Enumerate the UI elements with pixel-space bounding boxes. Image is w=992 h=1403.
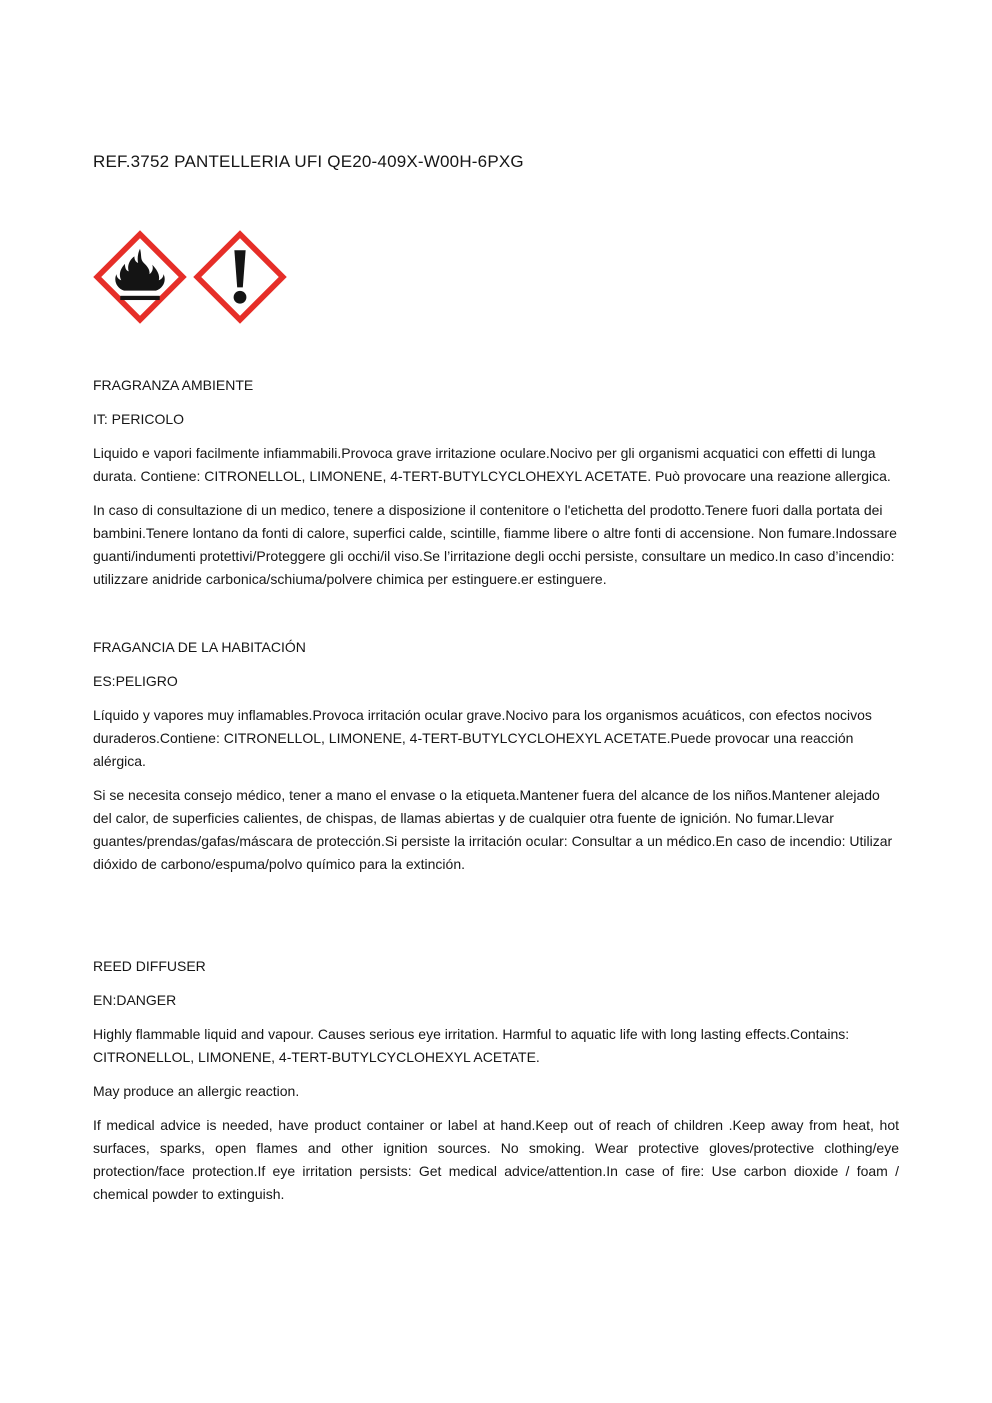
- hazard-pictograms: [93, 230, 899, 324]
- flame-pictogram-icon: [93, 230, 187, 324]
- precautionary-statements-es: Si se necesita consejo médico, tener a mano el envase o la etiqueta.Mantener fuera del alcance de los niños.Mantener alejado del calor, de superficies calientes, de chispas, de llamas abiertas y de cualquier otra fuente de ignición. No fumar.Llevar guantes/prendas/gafas/máscara de protección.Si persiste la irritación ocular: Consultar a un médico.En caso de incendio: Utilizar dióxido de carbono/espuma/polvo químico para la extinción.: [93, 787, 893, 872]
- blank-line: [93, 602, 899, 625]
- precautionary-statements-en: If medical advice is needed, have product container or label at hand.Keep out of reach of children .Keep away from heat, hot surfaces, sparks, open flames and other ignition sources. No smoking. Wear protective gloves/protective clothing/eye protection/face protection.If eye irritation persists: Get medical advice/attention.In case of fire: Use carbon dioxide / foam / chemical powder to extinguish.: [93, 1117, 899, 1202]
- product-name-it: FRAGRANZA AMBIENTE: [93, 377, 254, 393]
- exclamation-mark-pictogram-icon: [193, 230, 287, 324]
- product-name-en: REED DIFFUSER: [93, 958, 206, 974]
- section-spanish: [93, 636, 899, 876]
- hazard-statements-it: Liquido e vapori facilmente infiammabili.Provoca grave irritazione oculare.Nocivo per gli organismi acquatici con effetti di lunga durata. Contiene: CITRONELLOL, LIMONENE, 4-TERT-BUTYLCYCLOHEXYL ACETATE. Può provocare una reazione allergica.: [93, 445, 891, 484]
- allergy-statement-en: May produce an allergic reaction.: [93, 1083, 300, 1099]
- hazard-statements-en: Highly flammable liquid and vapour. Causes serious eye irritation. Harmful to aquatic life with long lasting effects.Contains: CITRONELLOL, LIMONENE, 4-TERT-BUTYLCYCLOHEXYL ACETATE.: [93, 1026, 850, 1065]
- signal-word-es: ES:PELIGRO: [93, 673, 178, 689]
- product-name-es: FRAGANCIA DE LA HABITACIÓN: [93, 639, 306, 655]
- document-title: REF.3752 PANTELLERIA UFI QE20-409X-W00H-6PXG: [93, 152, 524, 171]
- blank-line: [93, 887, 899, 910]
- section-italian: [93, 374, 899, 591]
- signal-word-it: IT: PERICOLO: [93, 411, 185, 427]
- blank-line: [93, 921, 899, 944]
- hazard-statements-es: Líquido y vapores muy inflamables.Provoca irritación ocular grave.Nocivo para los organismos acuáticos, con efectos nocivos duraderos.Contiene: CITRONELLOL, LIMONENE, 4-TERT-BUTYLCYCLOHEXYL ACETATE.Puede provocar una reacción alérgica.: [93, 707, 872, 769]
- precautionary-statements-it: In caso di consultazione di un medico, tenere a disposizione il contenitore o l'etichetta del prodotto.Tenere fuori dalla portata dei bambini.Tenere lontano da fonti di calore, superfici calde, scintille, fiamme libere o altre fonti di accensione. Non fumare.Indossare guanti/indumenti protettivi/Proteggere gli occhi/il viso.Se l’irritazione degli occhi persiste, consultare un medico.In caso d’incendio: utilizzare anidride carbonica/schiuma/polvere chimica per estinguere.er estinguere.: [93, 502, 897, 587]
- signal-word-en: EN:DANGER: [93, 992, 177, 1008]
- section-english: [93, 955, 899, 1206]
